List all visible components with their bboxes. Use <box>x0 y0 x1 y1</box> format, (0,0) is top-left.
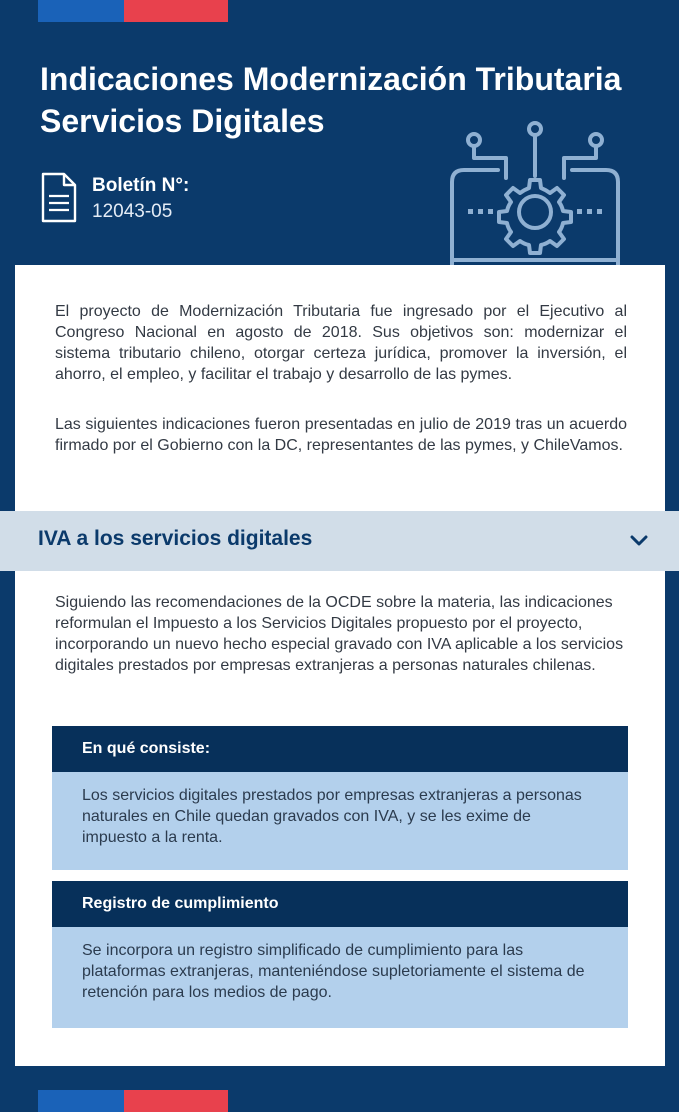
box-body-en-que-consiste: Los servicios digitales prestados por empresas extranjeras a personas naturales en Chile quedan gravados con IVA, y se les exime de impuesto a la renta. <box>52 772 628 870</box>
flag-blue-segment <box>38 1090 124 1112</box>
gear-circuit-icon <box>446 118 626 268</box>
flag-stripe-bottom <box>38 1090 228 1112</box>
accordion-title: IVA a los servicios digitales <box>38 527 313 550</box>
intro-paragraph-2: Las siguientes indicaciones fueron presentadas en julio de 2019 tras un acuerdo firmado por el Gobierno con la DC, representantes de las pymes, y ChileVamos. <box>55 416 627 454</box>
document-icon <box>40 172 78 224</box>
page-title-line2: Servicios Digitales <box>40 103 325 139</box>
flag-stripe-top <box>38 0 228 22</box>
intro-paragraph-1: El proyecto de Modernización Tributaria fue ingresado por el Ejecutivo al Congreso Nacional en agosto de 2018. Sus objetivos son: modernizar el sistema tributario chileno, otorgar certeza jurídica, promover la inversión, el ahorro, el empleo, y facilitar el trabajo y desarrollo de las pymes. <box>55 303 627 383</box>
flag-red-segment <box>124 1090 228 1112</box>
box-heading-en-que-consiste: En qué consiste: <box>52 726 628 772</box>
chevron-down-icon[interactable] <box>630 535 648 547</box>
flag-red-segment <box>124 0 228 22</box>
section-description: Siguiendo las recomendaciones de la OCDE sobre la materia, las indicaciones reformulan el Impuesto a los Servicios Digitales propuesto por el proyecto, incorporando un nuevo hecho especial gravado con IVA aplicable a los servicios digitales prestados por empresas extranjeras a personas naturales chilenas. <box>55 594 624 674</box>
boletin-label: Boletín N°: <box>92 175 190 196</box>
box-body-registro: Se incorpora un registro simplificado de cumplimiento para las plataformas extranjeras, manteniéndose supletoriamente el sistema de retención para los medios de pago. <box>52 927 628 1028</box>
box-heading-registro: Registro de cumplimiento <box>52 881 628 927</box>
boletin-number: 12043-05 <box>92 201 173 222</box>
page-title-line1: Indicaciones Modernización Tributaria <box>40 61 622 97</box>
flag-blue-segment <box>38 0 124 22</box>
accordion-header-iva[interactable] <box>0 511 679 571</box>
